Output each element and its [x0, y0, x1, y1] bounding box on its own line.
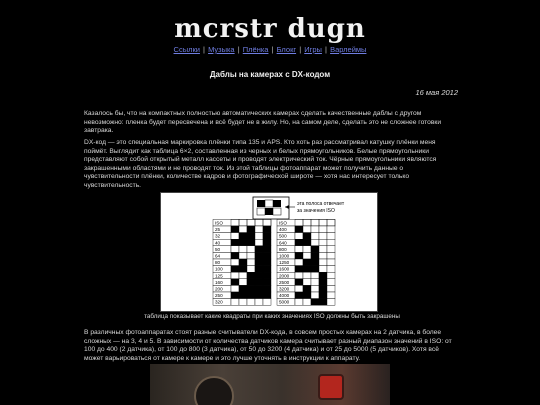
dx-cell — [255, 246, 263, 253]
dx-cell — [239, 259, 247, 266]
dx-cell — [239, 239, 247, 246]
dx-cell — [303, 285, 311, 292]
iso-right-value: 400 — [279, 227, 287, 233]
iso-right-value: 4000 — [279, 293, 290, 299]
dx-cell — [247, 233, 255, 240]
iso-right-value: 640 — [279, 240, 287, 246]
dx-cell — [327, 272, 335, 279]
iso-header-col — [247, 219, 255, 226]
dx-cell — [247, 246, 255, 253]
iso-left-value: 50 — [215, 246, 221, 252]
dx-cell — [311, 279, 319, 286]
dx-cell — [247, 272, 255, 279]
dx-cell — [231, 292, 239, 299]
dx-cell — [247, 252, 255, 259]
dx-cell — [327, 246, 335, 253]
dx-cell — [303, 279, 311, 286]
dx-cell — [327, 279, 335, 286]
dx-cell — [303, 299, 311, 306]
dx-cell — [295, 246, 303, 253]
dx-cell — [327, 252, 335, 259]
dx-cell — [231, 266, 239, 273]
dx-cell — [231, 239, 239, 246]
post-paragraph-intro: Казалось бы, что на компактных полностью автоматических камерах сделать качественные даблы с другом невозможно: пленка будет пересвечена и всё будет не в жилу. Но, на самом деле, сделать это не сложнее готовки завтрака. — [84, 110, 442, 134]
dx-cell — [319, 233, 327, 240]
dx-cell — [247, 226, 255, 233]
dx-cell — [239, 272, 247, 279]
dx-cell — [247, 279, 255, 286]
dx-cell — [327, 259, 335, 266]
nav-games[interactable]: Игры — [304, 45, 322, 54]
dx-cell — [263, 266, 271, 273]
dx-cell — [311, 292, 319, 299]
dx-cell — [327, 266, 335, 273]
dx-cell — [319, 285, 327, 292]
site-nav — [0, 45, 540, 54]
dx-code-table — [161, 193, 377, 311]
dx-cell — [231, 259, 239, 266]
dx-cell — [319, 272, 327, 279]
iso-header: ISO — [215, 220, 223, 226]
iso-right-value: 3200 — [279, 286, 290, 292]
dx-cell — [311, 259, 319, 266]
dx-cell — [231, 246, 239, 253]
dx-cell — [239, 233, 247, 240]
dx-cell — [263, 279, 271, 286]
dx-cell — [231, 272, 239, 279]
dx-cell — [255, 226, 263, 233]
dx-cell — [295, 266, 303, 273]
dx-cell — [263, 239, 271, 246]
iso-right-value: 1250 — [279, 260, 290, 266]
dx-cell — [231, 233, 239, 240]
dx-cell — [319, 299, 327, 306]
iso-left-value: 80 — [215, 260, 221, 266]
dx-cell — [303, 226, 311, 233]
dx-cell — [255, 299, 263, 306]
dx-cell — [311, 239, 319, 246]
dx-cell — [263, 233, 271, 240]
dx-grid — [213, 219, 335, 305]
iso-header-col — [295, 219, 303, 226]
post-date: 16 мая 2012 — [415, 88, 458, 97]
dx-cell — [247, 285, 255, 292]
dx-cell — [295, 239, 303, 246]
dx-cell — [247, 259, 255, 266]
dx-cell — [295, 226, 303, 233]
iso-left-value: 25 — [215, 227, 221, 233]
figure-caption: таблица показывает какие квадраты при каких значениях ISO должны быть закрашены — [144, 313, 400, 320]
iso-header-col — [239, 219, 247, 226]
dx-cell — [295, 252, 303, 259]
dx-cell — [255, 279, 263, 286]
nav-separator: | — [237, 45, 240, 54]
dx-cell — [255, 259, 263, 266]
dx-cell — [295, 292, 303, 299]
dx-cell — [295, 299, 303, 306]
dx-cell — [231, 279, 239, 286]
nav-separator: | — [299, 45, 302, 54]
dx-cell — [255, 239, 263, 246]
dx-cell — [263, 292, 271, 299]
dx-cell — [311, 233, 319, 240]
nav-blog[interactable]: Блокг — [276, 45, 297, 54]
dx-cell — [327, 285, 335, 292]
dx-cell — [231, 226, 239, 233]
figure-annotation-1: эта полоса отвечает — [297, 201, 345, 207]
dx-cell — [327, 292, 335, 299]
dx-cell — [263, 285, 271, 292]
iso-left-value: 125 — [215, 273, 223, 279]
iso-right-value: 1000 — [279, 253, 290, 259]
dx-cell — [319, 259, 327, 266]
iso-header-col — [303, 219, 311, 226]
dx-cell — [327, 299, 335, 306]
dx-cell — [231, 252, 239, 259]
nav-separator: | — [203, 45, 205, 54]
dx-cell — [327, 233, 335, 240]
dx-cell — [231, 285, 239, 292]
dx-cell — [327, 226, 335, 233]
dx-cell — [327, 239, 335, 246]
dx-cell — [255, 272, 263, 279]
iso-left-value: 40 — [215, 240, 221, 246]
dx-cell — [255, 252, 263, 259]
dx-cell — [263, 252, 271, 259]
iso-right-value: 2000 — [279, 273, 290, 279]
nav-separator: | — [325, 45, 327, 54]
dx-cell — [255, 285, 263, 292]
dx-cell — [319, 246, 327, 253]
dx-cell — [319, 239, 327, 246]
dx-cell — [295, 259, 303, 266]
nav-separator: | — [271, 45, 274, 54]
camera-button-icon — [318, 374, 344, 400]
dx-cell — [319, 226, 327, 233]
iso-header-col — [263, 219, 271, 226]
dx-cell — [239, 252, 247, 259]
figure-annotation-2: за значения ISO — [297, 208, 335, 214]
dx-cell — [255, 292, 263, 299]
camera-dial-icon — [194, 376, 234, 405]
dx-cell — [295, 272, 303, 279]
nav-links[interactable]: Ссылки — [173, 45, 200, 54]
dx-cell — [319, 279, 327, 286]
dx-cell — [239, 279, 247, 286]
dx-cell — [263, 259, 271, 266]
dx-cell — [263, 299, 271, 306]
iso-right-value: 2500 — [279, 279, 290, 285]
dx-cell — [239, 266, 247, 273]
dx-cell — [255, 233, 263, 240]
iso-header-col — [231, 219, 239, 226]
dx-cell — [303, 252, 311, 259]
iso-right-value: 1600 — [279, 266, 290, 272]
dx-cell — [311, 299, 319, 306]
dx-cell — [239, 246, 247, 253]
iso-header-col — [319, 219, 327, 226]
dx-cell — [295, 285, 303, 292]
dx-cell — [247, 266, 255, 273]
dx-cell — [231, 299, 239, 306]
dx-cell — [303, 259, 311, 266]
dx-cell — [319, 292, 327, 299]
dx-cell — [311, 246, 319, 253]
iso-right-value: 5000 — [279, 299, 290, 305]
dx-cell — [303, 272, 311, 279]
dx-cell — [263, 272, 271, 279]
dx-cell — [255, 266, 263, 273]
iso-left-value: 32 — [215, 233, 221, 239]
nav-warlames[interactable]: Варлеймы — [330, 45, 367, 54]
iso-header-col — [255, 219, 263, 226]
iso-left-value: 250 — [215, 293, 223, 299]
dx-code-figure — [160, 192, 378, 312]
dx-cell — [311, 226, 319, 233]
camera-photo — [150, 364, 390, 405]
site-title[interactable]: mcrstr dugn — [174, 14, 366, 44]
dx-cell — [239, 299, 247, 306]
dx-cell — [311, 272, 319, 279]
iso-left-value: 160 — [215, 279, 223, 285]
iso-header-col — [327, 219, 335, 226]
nav-film[interactable]: Плёнка — [242, 45, 269, 54]
iso-left-value: 64 — [215, 253, 221, 259]
dx-cell — [303, 292, 311, 299]
dx-cell — [295, 279, 303, 286]
post-paragraph-sensors: В различных фотоаппаратах стоят разные считыватели DX-кода, в совсем простых камерах на 2 датчика, в более сложных — на 3, 4 и 5. В зависимости от количества датчиков камера считывает разный диапазон значений в ISO: от 100 до 400 (2 датчика), от 100 до 800 (3 датчика), от 50 до 3200 (4 датчика) и от 25 до 5000 (5 датчиков). Хотя всё может варьироваться от камере к камере и это лучше уточнять в инструкции к аппарату. — [84, 329, 452, 362]
iso-header: ISO — [279, 220, 287, 226]
iso-right-value: 800 — [279, 246, 287, 252]
dx-cell — [239, 226, 247, 233]
dx-cell — [295, 233, 303, 240]
dx-cell — [247, 292, 255, 299]
dx-cell — [239, 285, 247, 292]
dx-cell — [303, 239, 311, 246]
dx-cell — [319, 266, 327, 273]
iso-left-value: 200 — [215, 286, 223, 292]
post-title: Даблы на камерах с DX-кодом — [209, 70, 331, 79]
iso-left-value: 320 — [215, 299, 223, 305]
dx-cell — [303, 266, 311, 273]
dx-cell — [263, 226, 271, 233]
dx-cell — [263, 246, 271, 253]
dx-cell — [311, 252, 319, 259]
canister-sketch-icon — [253, 197, 295, 219]
dx-cell — [311, 285, 319, 292]
dx-cell — [303, 233, 311, 240]
dx-cell — [303, 246, 311, 253]
dx-cell — [247, 299, 255, 306]
iso-header-col — [311, 219, 319, 226]
iso-right-value: 500 — [279, 233, 287, 239]
iso-left-value: 100 — [215, 266, 223, 272]
dx-cell — [319, 252, 327, 259]
dx-cell — [247, 239, 255, 246]
dx-cell — [311, 266, 319, 273]
post-paragraph-dx-code: DX-код — это специальная маркировка плёнки типа 135 и APS. Кто хоть раз рассматривал катушку плёнки меня поймёт. Выглядит как таблица 6×2, составленная из черных и белых прямоугольников. Белые прямоугольники представляют собой открытый металл кассеты и проводят электрический ток. Чёрные прямоугольники являются закрашенными областями и не проводят ток. Из этой таблицы фотоаппарат может получить данные о чувствительности плёнки, количестве кадров и фотографической широте — хотя нас интересует только чувствительность. — [84, 139, 437, 189]
nav-music[interactable]: Музыка — [208, 45, 235, 54]
dx-cell — [239, 292, 247, 299]
